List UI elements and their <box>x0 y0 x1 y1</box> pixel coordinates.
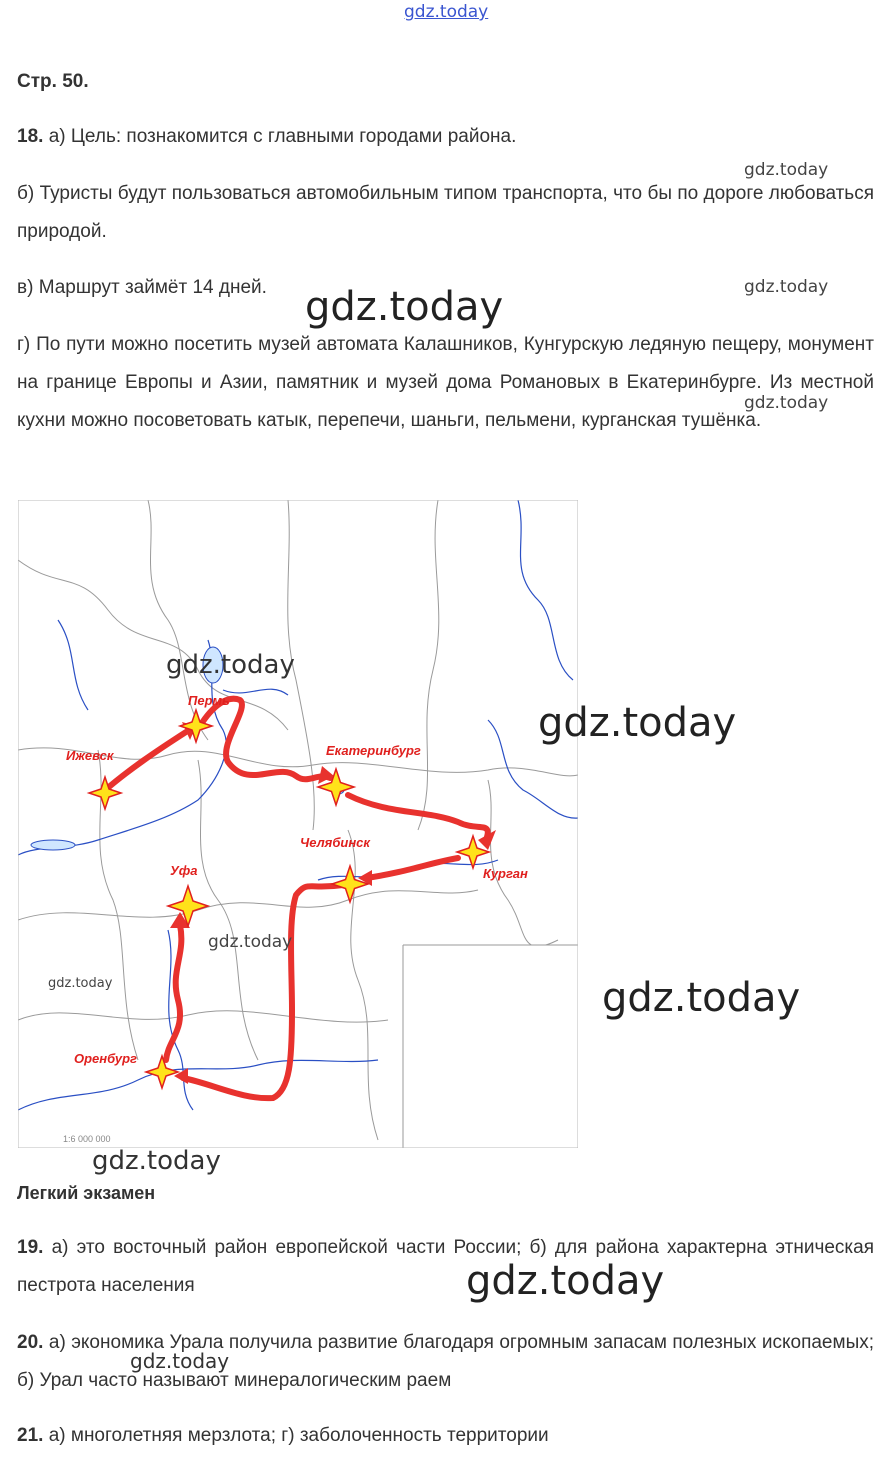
city-label-orenburg: Оренбург <box>74 1051 137 1066</box>
route-map <box>18 500 578 1148</box>
task-text: а) это восточный район европейской части России; б) для района характерна этническая пестрота населения <box>17 1237 875 1296</box>
city-label-izhevsk: Ижевск <box>66 748 114 763</box>
watermark: gdz.today <box>305 284 504 330</box>
map-blank-area <box>403 945 578 1148</box>
city-label-ekaterinburg: Екатеринбург <box>326 743 421 758</box>
watermark: gdz.today <box>166 650 295 680</box>
task-21 <box>17 1417 874 1455</box>
page-header: Стр. 50. <box>17 71 89 92</box>
task-number: 20. <box>17 1332 44 1353</box>
task-text: а) Цель: познакомится с главными городами района. <box>48 126 517 147</box>
city-label-kurgan: Курган <box>483 866 528 881</box>
watermark: gdz.today <box>130 1349 230 1373</box>
task-18-v: в) Маршрут займёт 14 дней. <box>17 277 267 298</box>
task-number: 21. <box>17 1425 44 1446</box>
task-number: 19. <box>17 1237 44 1258</box>
watermark: gdz.today <box>208 932 293 952</box>
task-18-b: б) Туристы будут пользоваться автомобильным типом транспорта, что бы по дороге любоваться природой. <box>17 183 874 242</box>
task-19 <box>17 1229 874 1305</box>
watermark: gdz.today <box>48 976 113 991</box>
watermark: gdz.today <box>744 160 829 180</box>
task-18-a <box>17 118 874 156</box>
task-text: а) многолетняя мерзлота; г) заболоченность территории <box>48 1425 549 1446</box>
watermark-top[interactable]: gdz.today <box>404 2 489 22</box>
city-label-chelyabinsk: Челябинск <box>300 835 370 850</box>
reservoir <box>31 840 75 850</box>
watermark: gdz.today <box>602 975 801 1021</box>
watermark: gdz.today <box>92 1146 221 1176</box>
task-text: а) экономика Урала получила развитие благодаря огромным запасам полезных ископаемых; б) Урал часто называют минералогическим раем <box>17 1332 874 1391</box>
city-label-perm: Пермь <box>188 693 230 708</box>
section-title: Легкий экзамен <box>17 1183 156 1203</box>
map-scale: 1:6 000 000 <box>63 1134 111 1144</box>
task-number: 18. <box>17 126 44 147</box>
watermark: gdz.today <box>466 1258 665 1304</box>
watermark: gdz.today <box>538 700 737 746</box>
watermark: gdz.today <box>744 393 829 413</box>
task-18-g: г) По пути можно посетить музей автомата Калашников, Кунгурскую ледяную пещеру, монумент на границе Европы и Азии, памятник и музей дома Романовых в Екатеринбурге. Из местной кухни можно посоветовать катык, перепечи, шаньги, пельмени, курганская тушёнка. <box>17 334 874 431</box>
city-label-ufa: Уфа <box>170 863 198 878</box>
watermark: gdz.today <box>744 277 829 297</box>
